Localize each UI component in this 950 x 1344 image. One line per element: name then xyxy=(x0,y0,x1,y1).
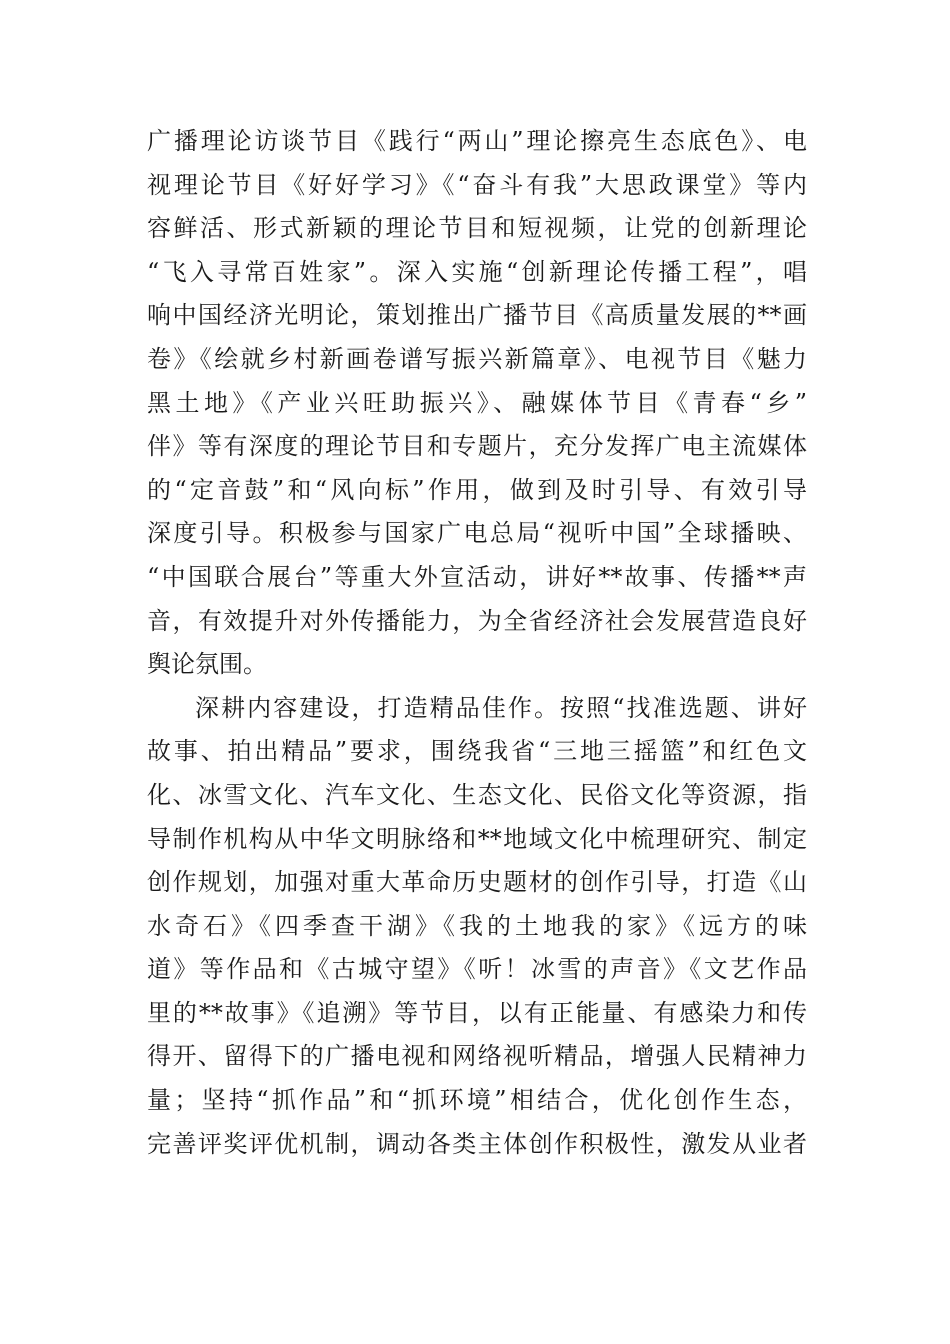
text-line: 创作规划，加强对重大革命历史题材的创作引导，打造《山 xyxy=(147,868,807,897)
text-line: 的“定音鼓”和“风向标”作用，做到及时引导、有效引导 xyxy=(147,475,807,504)
text-line: 故事、拍出精品”要求，围绕我省“三地三摇篮”和红色文 xyxy=(147,737,807,766)
text-line: 道》等作品和《古城守望》《听！冰雪的声音》《文艺作品 xyxy=(147,955,807,984)
paragraph-2 xyxy=(147,687,807,1167)
text-line: 化、冰雪文化、汽车文化、生态文化、民俗文化等资源，指 xyxy=(147,780,807,809)
text-line: 量；坚持“抓作品”和“抓环境”相结合，优化创作生态， xyxy=(147,1086,807,1115)
text-line: 伴》等有深度的理论节目和专题片，充分发挥广电主流媒体 xyxy=(147,432,807,461)
text-line: 深耕内容建设，打造精品佳作。按照“找准选题、讲好 xyxy=(195,693,807,722)
text-line: 广播理论访谈节目《践行“两山”理论擦亮生态底色》、电 xyxy=(147,127,807,155)
text-line: 里的**故事》《追溯》等节目，以有正能量、有感染力和传 xyxy=(147,998,807,1027)
text-line: 深度引导。积极参与国家广电总局“视听中国”全球播映、 xyxy=(147,519,807,548)
document-body xyxy=(147,120,807,1166)
text-line: “飞入寻常百姓家”。深入实施“创新理论传播工程”，唱 xyxy=(147,257,807,286)
text-line: “中国联合展台”等重大外宣活动，讲好**故事、传播**声 xyxy=(147,562,807,591)
text-line: 音，有效提升对外传播能力，为全省经济社会发展营造良好 xyxy=(147,606,807,635)
text-line: 容鲜活、形式新颖的理论节目和短视频，让党的创新理论 xyxy=(147,214,807,243)
text-line: 得开、留得下的广播电视和网络视听精品，增强人民精神力 xyxy=(147,1042,807,1071)
text-line: 卷》《绘就乡村新画卷谱写振兴新篇章》、电视节目《魅力 xyxy=(147,344,807,373)
text-line: 导制作机构从中华文明脉络和**地域文化中梳理研究、制定 xyxy=(147,824,807,853)
text-line: 水奇石》《四季查干湖》《我的土地我的家》《远方的味 xyxy=(147,911,807,940)
paragraph-1 xyxy=(147,120,807,687)
text-line: 完善评奖评优机制，调动各类主体创作积极性，激发从业者 xyxy=(147,1129,807,1158)
text-line: 视理论节目《好好学习》《“奋斗有我”大思政课堂》等内 xyxy=(147,170,807,199)
text-line: 响中国经济光明论，策划推出广播节目《高质量发展的**画 xyxy=(147,301,807,330)
text-line: 舆论氛围。 xyxy=(147,650,267,679)
text-line: 黑土地》《产业兴旺助振兴》、融媒体节目《青春“乡” xyxy=(147,388,807,417)
